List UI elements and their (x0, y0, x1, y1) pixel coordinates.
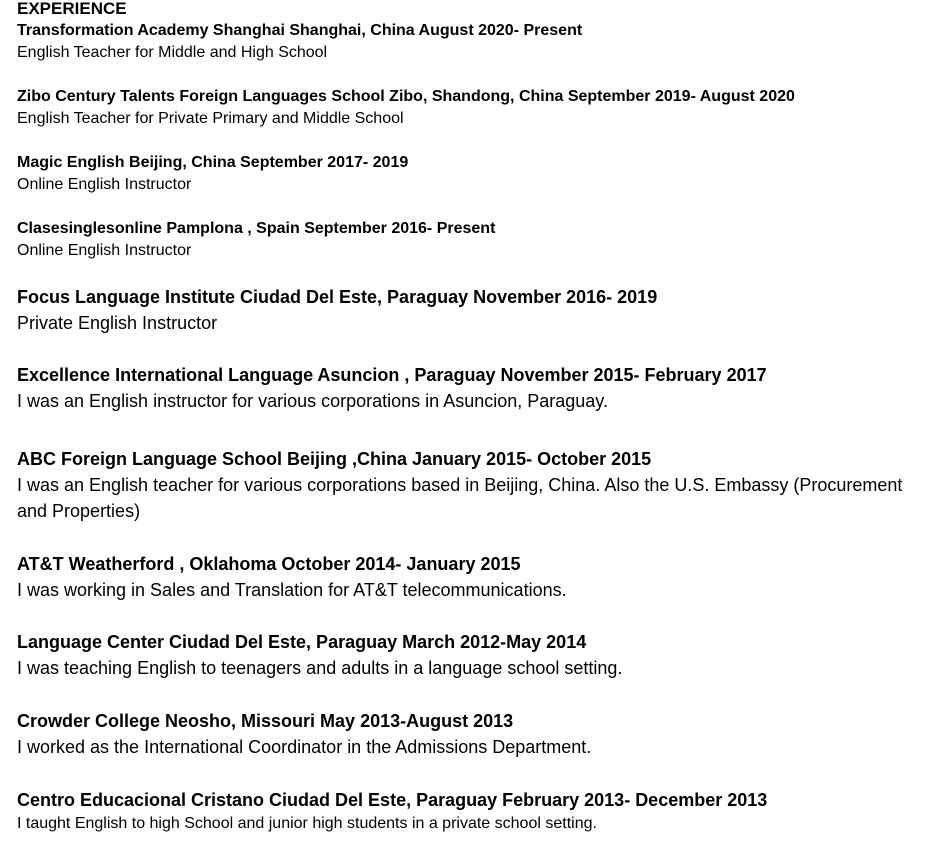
entry-description: Private English Instructor (17, 313, 218, 333)
entry-description: English Teacher for Private Primary and Middle School (17, 110, 404, 127)
entry-title: Magic English Beijing, China September 2017- 2019 (17, 154, 409, 171)
experience-entry (17, 629, 907, 681)
entry-title: Zibo Century Talents Foreign Languages School Zibo, Shandong, China September 2019- August 2020 (17, 88, 795, 105)
entry-description: Online English Instructor (17, 176, 192, 193)
experience-entry (17, 446, 907, 524)
experience-entry (17, 152, 907, 196)
entry-title: ABC Foreign Language School Beijing ,China January 2015- October 2015 (17, 449, 652, 469)
experience-entry (17, 362, 907, 414)
entry-description: I taught English to high School and junior high students in a private school setting. (17, 815, 597, 832)
entry-title: Language Center Ciudad Del Este, Paraguay March 2012-May 2014 (17, 632, 587, 652)
entry-title: Excellence International Language Asuncion , Paraguay November 2015- February 2017 (17, 365, 767, 385)
experience-entry (17, 551, 907, 603)
entry-title: Crowder College Neosho, Missouri May 2013-August 2013 (17, 711, 514, 731)
entry-description: I was an English instructor for various corporations in Asuncion, Paraguay. (17, 391, 608, 411)
entry-title: Focus Language Institute Ciudad Del Este, Paraguay November 2016- 2019 (17, 287, 658, 307)
experience-entry (17, 20, 907, 64)
experience-entry (17, 787, 907, 835)
experience-entry (17, 218, 907, 262)
experience-entry (17, 708, 907, 760)
entry-description: I was an English teacher for various corporations based in Beijing, China. Also the U.S. Embassy (Procurement and Properties) (17, 475, 903, 521)
entry-description: I worked as the International Coordinator in the Admissions Department. (17, 737, 592, 757)
entry-description: I was teaching English to teenagers and adults in a language school setting. (17, 658, 623, 678)
entry-title: Clasesinglesonline Pamplona , Spain September 2016- Present (17, 220, 496, 237)
entry-title: Transformation Academy Shanghai Shanghai, China August 2020- Present (17, 22, 583, 39)
entry-description: I was working in Sales and Translation for AT&T telecommunications. (17, 580, 567, 600)
entry-title: Centro Educacional Cristano Ciudad Del Este, Paraguay February 2013- December 2013 (17, 790, 768, 810)
experience-entry (17, 284, 907, 336)
section-heading: EXPERIENCE (17, 0, 127, 18)
entry-description: English Teacher for Middle and High School (17, 44, 328, 61)
entry-description: Online English Instructor (17, 242, 192, 259)
experience-entry (17, 86, 907, 130)
entry-title: AT&T Weatherford , Oklahoma October 2014- January 2015 (17, 554, 521, 574)
